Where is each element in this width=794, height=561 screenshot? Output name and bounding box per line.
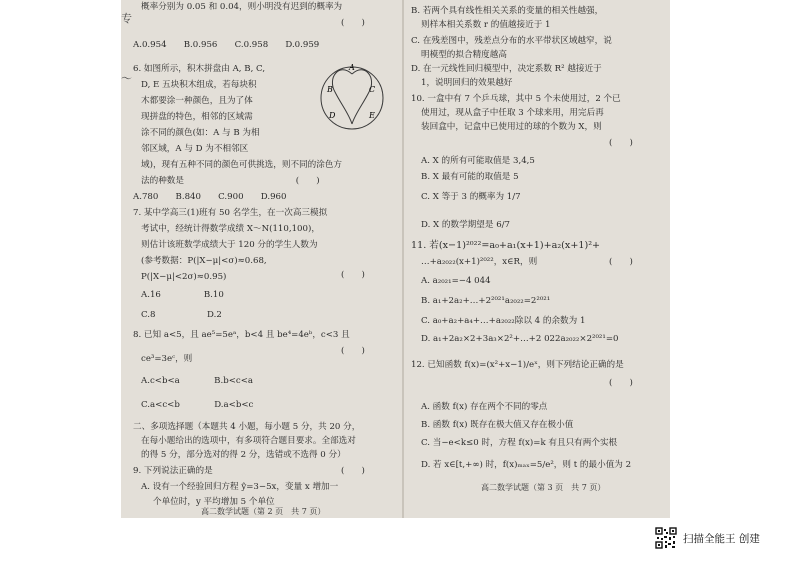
q10-option-b: B. X 最有可能的取值是 5	[421, 172, 519, 182]
q7-paren: ( )	[341, 270, 365, 280]
q9-option-b-2: 则样本相关系数 r 的值越接近于 1	[421, 20, 551, 30]
q6-line-2: D, E 五块积木组成，若每块积	[141, 80, 257, 90]
q10-line-3: 装回盒中，记盒中已使用过的球的个数为 X，则	[421, 122, 602, 132]
q10-option-a: A. X 的所有可能取值是 3,4,5	[421, 156, 535, 166]
q11-line-1: 11. 若(x−1)²⁰²²=a₀+a₁(x+1)+a₂(x+1)²+	[411, 240, 601, 251]
q11-line-2: …+a₂₀₂₂(x+1)²⁰²²，x∈R，则	[421, 257, 538, 267]
q8-line-2: ce³=3eᶜ，则	[141, 354, 193, 364]
q9-option-d-2: 1，说明回归的效果越好	[421, 78, 513, 88]
section-2-heading-3: 的得 5 分，部分选对的得 2 分，选错或不选得 0 分）	[141, 450, 346, 460]
q6-line-7: 域)，现有五种不同的颜色可供挑选，则不同的涂色方	[141, 160, 343, 170]
venn-label-e: E	[369, 111, 375, 120]
q7-line-3: 则估计该班数学成绩大于 120 分的学生人数为	[141, 240, 318, 250]
q9-paren: ( )	[341, 466, 365, 476]
page-2-footer: 高二数学试题（第 2 页 共 7 页）	[201, 507, 326, 516]
q9-option-a-2: 个单位时，y 平均增加 5 个单位	[153, 497, 275, 507]
q12-paren: ( )	[609, 378, 633, 388]
q7-line-5: P(|X−μ|<2σ)≈0.95)	[141, 272, 227, 282]
q5-options: A.0.954 B.0.956 C.0.958 D.0.959	[133, 40, 320, 50]
q6-options: A.780 B.840 C.900 D.960	[133, 192, 287, 202]
q5-tail: 概率分别为 0.05 和 0.04，则小明没有迟到的概率为	[141, 2, 343, 12]
q7-line-4: (参考数据：P(|X−μ|<σ)≈0.68,	[141, 256, 267, 266]
q6-line-8: 法的种数是 ( )	[141, 176, 320, 186]
q11-option-a: A. a₂₀₂₁=−4 044	[421, 276, 491, 286]
scanner-watermark	[655, 527, 760, 549]
q8-options-cd: C.a<c<b D.a<b<c	[141, 400, 254, 410]
q9-option-a-1: A. 设有一个经验回归方程 ŷ=3−5x，变量 x 增加一	[141, 482, 339, 492]
q10-option-c: C. X 等于 3 的概率为 1/7	[421, 192, 521, 202]
q8-line-1: 8. 已知 a<5，且 ae⁵=5eᵃ，b<4 且 be⁴=4eᵇ，c<3 且	[133, 330, 350, 340]
q11-option-b: B. a₁+2a₂+…+2²⁰²¹a₂₀₂₂=2²⁰²¹	[421, 296, 551, 306]
scanned-exam-photo	[121, 0, 670, 518]
q6-line-5: 涂不同的颜色(如：A 与 B 为相	[141, 128, 260, 138]
q7-options-cd: C.8 D.2	[141, 310, 222, 320]
edge-mark-mid: ～	[121, 72, 132, 85]
q9-stem: 9. 下列说法正确的是	[133, 466, 213, 476]
block-puzzle-diagram	[319, 58, 385, 138]
q10-line-2: 使用过，现从盒子中任取 3 个球来用，用完后再	[421, 108, 604, 118]
q10-line-1: 10. 一盒中有 7 个乒乓球，其中 5 个未使用过，2 个已	[411, 94, 621, 104]
q6-line-4: 现拼盘的特色，相邻的区域需	[141, 112, 253, 122]
q5-paren: ( )	[341, 18, 365, 28]
section-2-heading-2: 在每小题给出的选项中，有多项符合题目要求。全部选对	[141, 436, 356, 446]
q9-option-d-1: D. 在一元线性回归模型中，决定系数 R² 越接近于	[411, 64, 602, 74]
q8-options-ab: A.c<b<a B.b<c<a	[141, 376, 254, 386]
q12-option-b: B. 函数 f(x) 既存在极大值又存在极小值	[421, 420, 574, 430]
q6-line-3: 木都要涂一种颜色，且为了体	[141, 96, 253, 106]
q7-options-ab: A.16 B.10	[141, 290, 224, 300]
qr-code-icon	[655, 527, 677, 549]
page-3-footer: 高二数学试题（第 3 页 共 7 页）	[481, 483, 606, 492]
venn-label-a: A	[349, 63, 355, 72]
q9-option-c-2: 明模型的拟合精度越高	[421, 50, 507, 60]
q12-option-d: D. 若 x∈[t,+∞) 时，f(x)ₘₐₓ=5/e²，则 t 的最小值为 2	[421, 460, 632, 470]
venn-label-c: C	[369, 85, 376, 94]
q9-option-b-1: B. 若两个具有线性相关关系的变量的相关性越强，	[411, 6, 604, 16]
q10-option-d: D. X 的数学期望是 6/7	[421, 220, 511, 230]
scanner-watermark-text: 扫描全能王 创建	[683, 532, 760, 545]
q10-paren: ( )	[609, 138, 633, 148]
section-2-heading-1: 二、多项选择题（本题共 4 小题，每小题 5 分，共 20 分，	[133, 422, 361, 432]
q7-line-2: 考试中，经统计得数学成绩 X～N(110,100)，	[141, 224, 320, 234]
q7-line-1: 7. 某中学高三(1)班有 50 名学生，在一次高三模拟	[133, 208, 328, 218]
edge-mark-top: 专	[121, 12, 132, 25]
venn-label-b: B	[327, 85, 333, 94]
q8-paren: ( )	[341, 346, 365, 356]
q6-line-6: 邻区域，A 与 D 为不相邻区	[141, 144, 249, 154]
q6-line-1: 6. 如图所示，积木拼盘由 A, B, C,	[133, 64, 266, 74]
q11-option-c: C. a₀+a₂+a₄+…+a₂₀₂₂除以 4 的余数为 1	[421, 316, 586, 326]
q11-paren: ( )	[609, 257, 633, 267]
q9-option-c-1: C. 在残差图中，残差点分布的水平带状区域越窄，说	[411, 36, 612, 46]
page-fold	[402, 0, 404, 518]
q12-stem: 12. 已知函数 f(x)=(x²+x−1)/eˣ，则下列结论正确的是	[411, 360, 624, 370]
venn-label-d: D	[329, 111, 336, 120]
q12-option-c: C. 当−e<k≤0 时，方程 f(x)=k 有且只有两个实根	[421, 438, 618, 448]
q11-option-d: D. a₁+2a₂×2+3a₃×2²+…+2 022a₂₀₂₂×2²⁰²¹=0	[421, 334, 619, 344]
q12-option-a: A. 函数 f(x) 存在两个不同的零点	[421, 402, 548, 412]
